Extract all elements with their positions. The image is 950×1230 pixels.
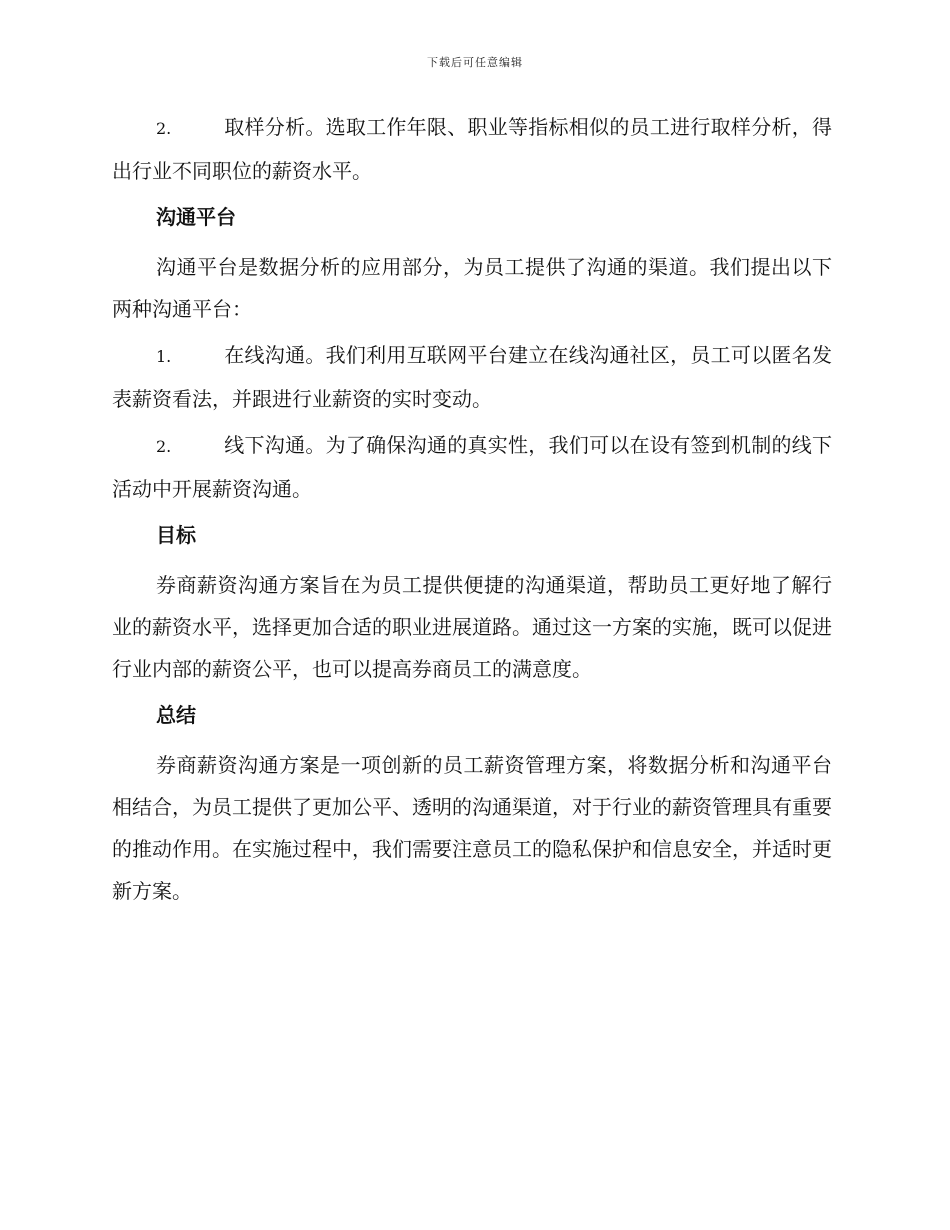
list-item-text: 在线沟通。我们利用互联网平台建立在线沟通社区，员工可以匿名发表薪资看法，并跟进行业薪资的实时变动。 [112,343,832,411]
heading-goal: 目标 [156,523,196,547]
paragraph-summary: 券商薪资沟通方案是一项创新的员工薪资管理方案，将数据分析和沟通平台相结合，为员工提供了更加公平、透明的沟通渠道，对于行业的薪资管理具有重要的推动作用。在实施过程中，我们需要注意员工的隐私保护和信息安全，并适时更新方案。 [112,753,832,903]
list-number: 2. [156,119,172,138]
paragraph-goal: 券商薪资沟通方案旨在为员工提供便捷的沟通渠道，帮助员工更好地了解行业的薪资水平，选择更加合适的职业进展道路。通过这一方案的实施，既可以促进行业内部的薪资公平，也可以提高券商员工的满意度。 [112,573,832,681]
list-number: 1. [156,347,172,366]
list-item-text: 线下沟通。为了确保沟通的真实性，我们可以在设有签到机制的线下活动中开展薪资沟通。 [112,433,832,501]
list-item-text: 取样分析。选取工作年限、职业等指标相似的员工进行取样分析，得出行业不同职位的薪资水平。 [112,115,832,183]
list-item-offline-communication [112,424,832,510]
page-header: 下载后可任意编辑 [427,56,523,69]
list-number: 2. [156,437,172,456]
heading-summary: 总结 [156,703,196,727]
list-item-sampling-analysis [112,106,832,192]
list-item-online-communication [112,334,832,420]
heading-communication-platform: 沟通平台 [156,205,236,229]
document-body [112,106,832,916]
paragraph-platform-intro: 沟通平台是数据分析的应用部分，为员工提供了沟通的渠道。我们提出以下两种沟通平台： [112,255,832,321]
